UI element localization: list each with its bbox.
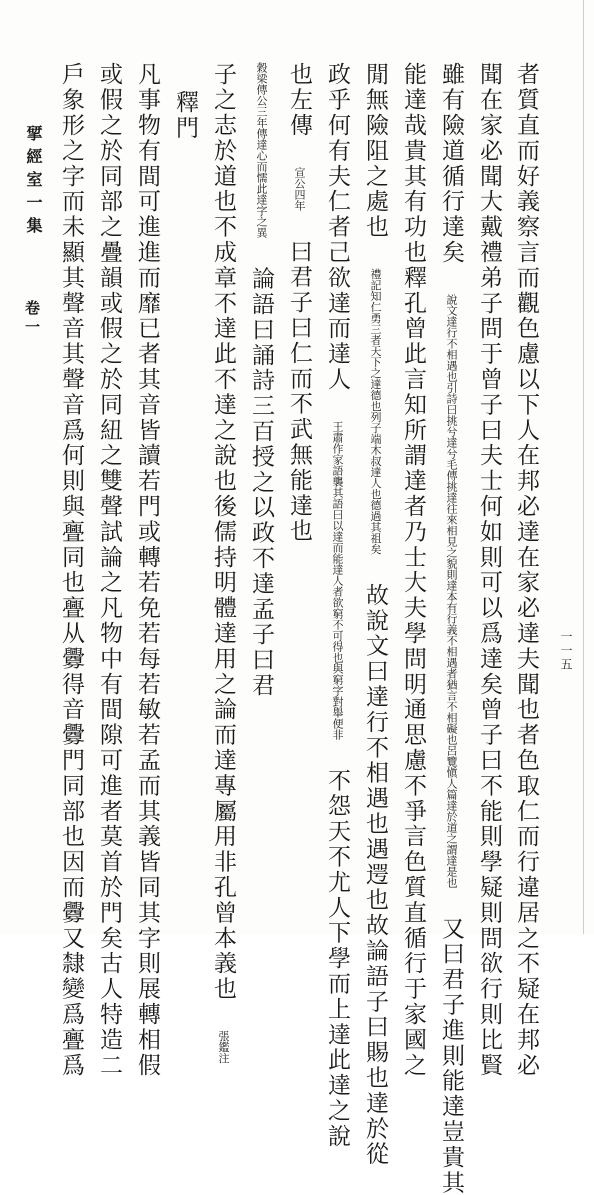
- column-text: 閒無險阻之處也: [362, 62, 388, 240]
- column-annotation: 說文達行不相遇也引詩曰挑兮達兮毛傳挑達往來相見之貌則達本有行義不相遇者猶言不相礙也呂覽愼人篇達於道之謂達是也: [445, 293, 458, 888]
- column-text: 又曰君子進則能達豈貴其: [438, 916, 464, 1195]
- running-title: [22, 125, 45, 240]
- column-text: 戶象形之字而未顯其聲音其聲音爲何則與亹同也亹从釁得音釁門同部也因而釁又隸變爲亹爲: [58, 62, 84, 1078]
- text-column-11: [134, 62, 160, 1078]
- column-text: 政乎何有夫仁者己欲達而達人: [324, 62, 350, 393]
- column-text: 故說文曰達行不相遇也遇遌也故論語子曰賜也達於從: [362, 582, 388, 1167]
- text-column-7: [286, 62, 312, 544]
- column-annotation: 張鑑注: [217, 1030, 230, 1064]
- column-text: 凡事物有間可進進而靡已者其音皆讀若門或轉若免若每若敏若孟而其義皆同其字則展轉相假: [134, 62, 160, 1078]
- text-column-3: [438, 62, 464, 1195]
- text-column-13: [58, 62, 84, 1078]
- page-edge-line: [583, 0, 584, 934]
- column-annotation: 宣公四年: [293, 166, 306, 211]
- text-column-4: [400, 62, 426, 1078]
- book-title: 揅經室一集: [24, 125, 43, 240]
- text-column-8: [248, 62, 274, 698]
- column-text: 曰君子曰仁而不武無能達也: [286, 239, 312, 544]
- heading-text: 釋門: [172, 90, 198, 141]
- volume-label: [22, 300, 43, 338]
- volume-text: 卷一: [23, 300, 41, 338]
- column-text: 子之志於道也不成章不達此不達之說也後儒持明體達用之論而達專屬用非孔曾本義也: [210, 62, 236, 1002]
- text-column-1: [513, 62, 539, 1078]
- column-text: 雖有險道循行達矣: [438, 62, 464, 266]
- column-annotation: 禮記知仁勇三者天下之達德也列子端木叔達人也德過其祖矣: [369, 268, 382, 555]
- column-text: 不怨天不尤人下學而上達此達之說: [324, 768, 350, 1150]
- column-text: 能達哉貴其有功也釋孔曾此言知所謂達者乃士大夫學問明通思慮不爭言色質直循行于家國之: [400, 62, 426, 1078]
- text-column-5: [362, 62, 388, 1167]
- text-column-2: [476, 62, 502, 1078]
- section-heading: [172, 90, 198, 141]
- text-column-12: [96, 62, 122, 1078]
- column-text: 也左傳: [286, 62, 312, 139]
- text-column-6: [324, 62, 350, 1149]
- column-annotation: 穀梁傳公三年傳達心而懦此達字之異: [255, 62, 268, 238]
- column-annotation: 王肅作家語襲其語曰以達而能達人者欲窮不可得也與窮字對舉便非: [331, 420, 344, 740]
- column-text: 或假之於同部之疊韻或假之於同紐之雙聲試論之凡物中有間隙可進者莫首於門矣古人特造二: [96, 62, 122, 1078]
- column-text: 聞在家必聞大戴禮弟子問于曾子曰夫士何如則可以爲達矣曾子曰不能則學疑則問欲行則比賢: [476, 62, 502, 1078]
- column-text: 者質直而好義察言而觀色慮以下人在邦必達在家必達夫聞也者色取仁而行違居之不疑在邦必: [513, 62, 539, 1078]
- text-column-9: [210, 62, 236, 1063]
- column-text: 論語曰誦詩三百授之以政不達孟子曰君: [248, 266, 274, 699]
- page-number: 一一五: [559, 630, 573, 672]
